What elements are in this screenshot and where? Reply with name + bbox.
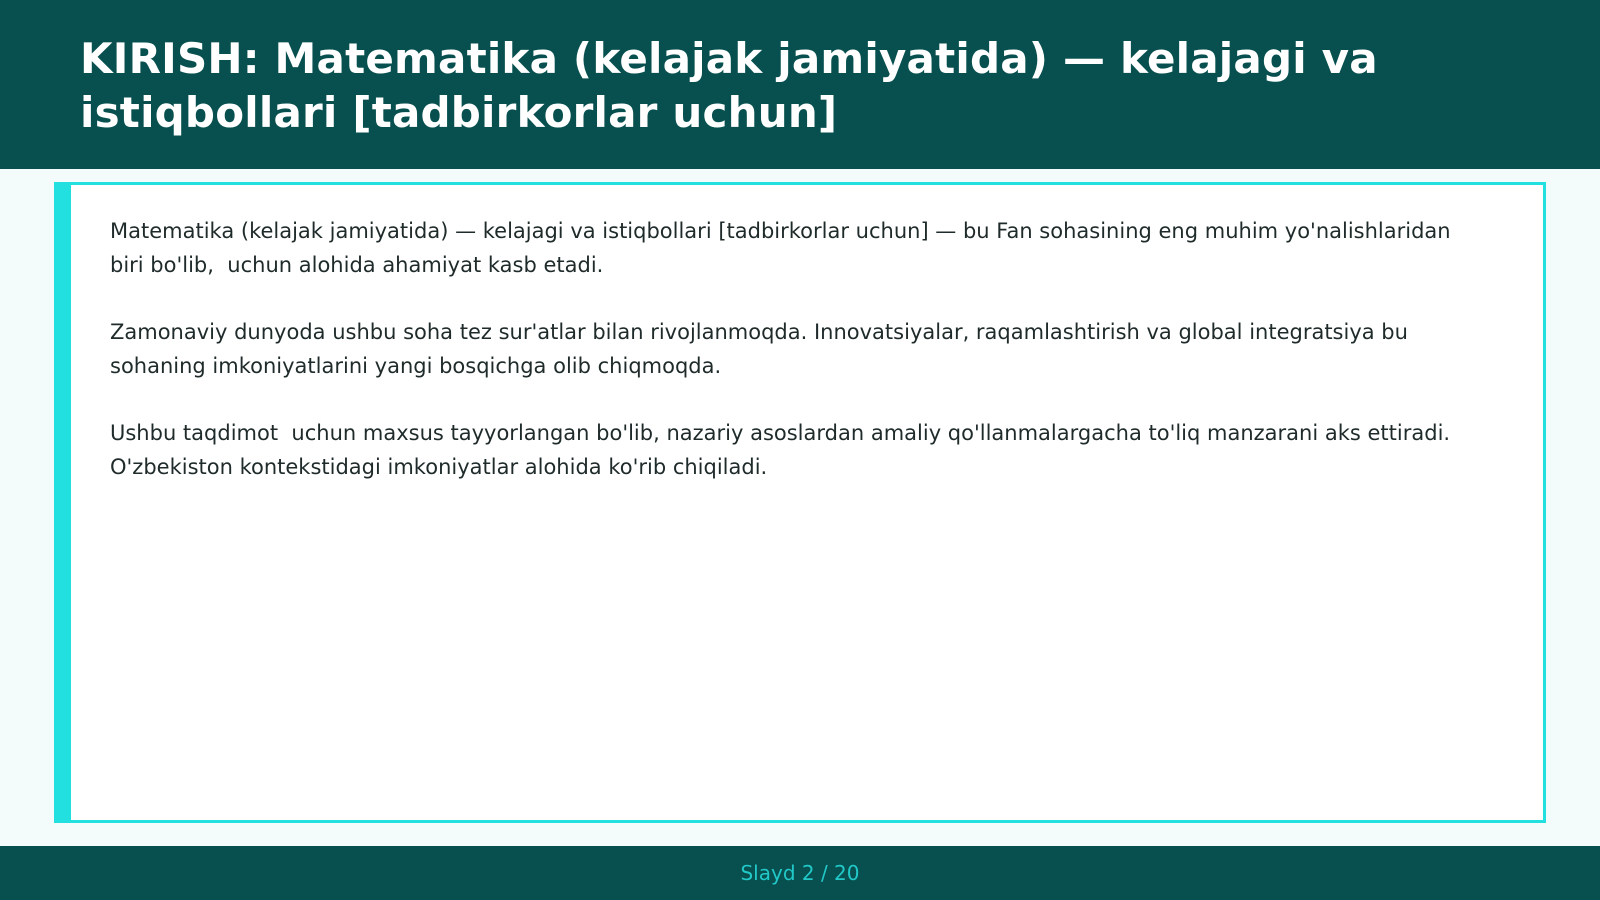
slide-title: KIRISH: Matematika (kelajak jamiyatida) — kelajagi va istiqbollari [tadbirkorlar uchun]: [80, 34, 1378, 137]
content-panel: [54, 182, 1546, 823]
slide-number: Slayd 2 / 20: [740, 861, 860, 885]
slide-header: [0, 0, 1600, 169]
slide-footer: [0, 846, 1600, 900]
presentation-purpose-paragraph: Ushbu taqdimot uchun maxsus tayyorlangan bo'lib, nazariy asoslardan amaliy qo'llanmalargacha to'liq manzarani aks ettiradi. O'zbekiston kontekstidagi imkoniyatlar alohida ko'rib chiqiladi.: [110, 421, 1457, 479]
modern-world-paragraph: Zamonaviy dunyoda ushbu soha tez sur'atlar bilan rivojlanmoqda. Innovatsiyalar, raqamlashtirish va global integratsiya bu sohaning imkoniyatlarini yangi bosqichga olib chiqmoqda.: [110, 320, 1415, 378]
content-text: [110, 214, 1490, 517]
intro-paragraph: Matematika (kelajak jamiyatida) — kelajagi va istiqbollari [tadbirkorlar uchun] — bu Fan sohasining eng muhim yo'nalishlaridan biri bo'lib, uchun alohida ahamiyat kasb etadi.: [110, 219, 1458, 277]
